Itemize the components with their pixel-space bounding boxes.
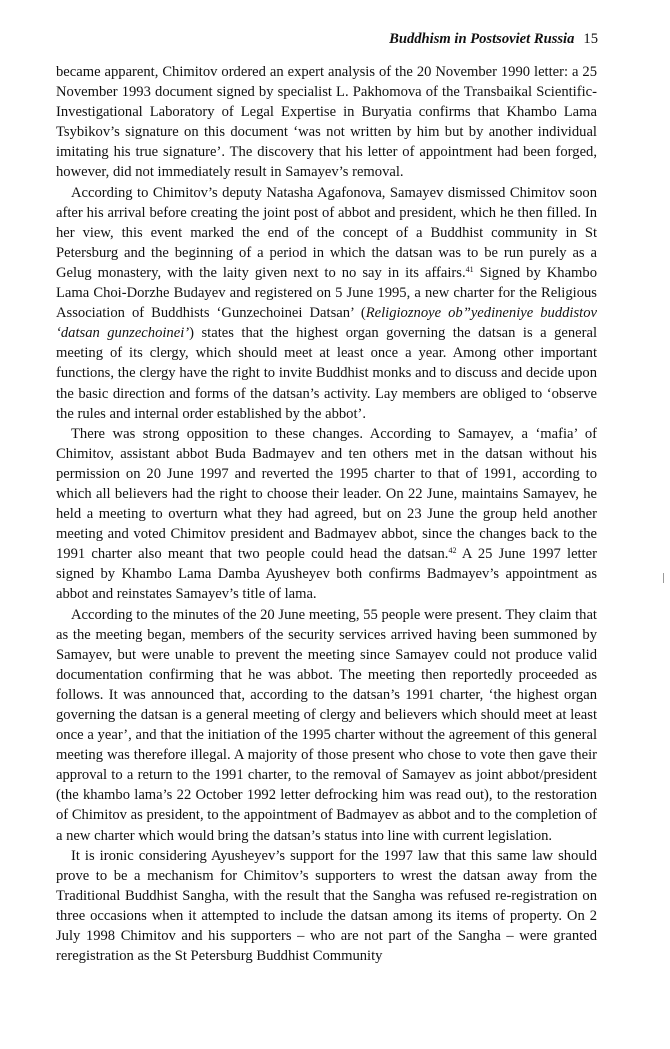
- footnote-ref: 42: [448, 546, 457, 556]
- text-run: Signed by Khambo Lama Choi-Dorzhe Budayev and registered on 5 June 1995, a new charter for the Religious Association of Buddhists ‘Gunzechoinei Datsan’ (: [56, 264, 597, 322]
- margin-mark: [663, 573, 664, 583]
- paragraph: [56, 62, 597, 183]
- text-run: ) states that the highest organ governing the datsan is a general meeting of its clergy, which should meet at least once a year. Among other important functions, the clergy have the right to invite Buddhist monks and to discuss and decide upon the basic direction and forms of the datsan’s activity. Lay members are obliged to ‘observe the rules and internal order established by the abbot’.: [56, 325, 598, 422]
- paragraph: [56, 605, 597, 846]
- italic-text: Religioznoye ob”yedineniye buddistov ‘datsan gunzechoinei’: [56, 305, 597, 342]
- footnote-ref: 41: [465, 264, 474, 274]
- text-run: According to the minutes of the 20 June meeting, 55 people were present. They claim that as the meeting began, members of the security services arrived having been summoned by Samayev, but were unable to prevent the meeting since Samayev could not produce valid documentation confirming that he was abbot. The meeting then reportedly proceeded as follows. It was announced that, according to the datsan’s 1991 charter, ‘the highest organ governing the datsan is a general meeting of clergy and believers which should meet at least once a year’, and that the initiation of the 1995 charter without the agreement of this general meeting was therefore illegal. A majority of those present who chose to vote then gave their approval to a return to the 1991 charter, to the removal of Samayev as joint abbot/president (the khambo lama’s 22 October 1992 letter defrocking him was read out), to the restoration of Chimitov as president, to the appointment of Badmayev as abbot and to the completion of a new charter which would bring the datsan’s status into line with current legislation.: [56, 606, 597, 844]
- paragraph: [56, 424, 597, 605]
- text-run: According to Chimitov’s deputy Natasha Agafonova, Samayev dismissed Chimitov soon after his arrival before creating the joint post of abbot and president, which he then filled. In her view, this event marked the end of the concept of a Buddhist community in St Petersburg and the beginning of a period in which the datsan was to be run purely as a Gelug monastery, with the laity given next to no say in its affairs.: [56, 184, 597, 281]
- text-run: became apparent, Chimitov ordered an expert analysis of the 20 November 1990 letter: a 25 November 1993 document signed by specialist L. Pakhomova of the Transbaikal Scientific-Investigational Laboratory of Legal Expertise in Buryatia confirms that Khambo Lama Tsybikov’s signature on this document ‘was not written by him but by another individual imitating his true signature’. The discovery that his letter of appointment had been forged, however, did not immediately result in Samayev’s removal.: [56, 64, 597, 181]
- text-run: A 25 June 1997 letter signed by Khambo Lama Damba Ayusheyev both confirms Badmayev’s appointment as abbot and reinstates Samayev’s title of lama.: [56, 546, 598, 603]
- running-head-title: Buddhism in Postsoviet Russia: [389, 31, 575, 47]
- paragraph: [56, 183, 597, 424]
- page-number: 15: [583, 31, 598, 47]
- text-run: It is ironic considering Ayusheyev’s support for the 1997 law that this same law should prove to be a mechanism for Chimitov’s supporters to wrest the datsan away from the Traditional Buddhist Sangha, with the result that the Sangha was refused re-registration on three occasions when it attempted to include the datsan among its items of property. On 2 July 1998 Chimitov and his supporters – who are not part of the Sangha – were granted reregistration as the St Petersburg Buddhist Community: [56, 847, 597, 965]
- text-run: There was strong opposition to these changes. According to Samayev, a ‘mafia’ of Chimitov, assistant abbot Buda Badmayev and ten others met in the datsan without his permission on 20 June 1997 and reverted the 1995 charter to that of 1991, according to which all believers had the right to choose their leader. On 22 June, maintains Samayev, he held a meeting to overturn what they had agreed, but on 23 June the group held another meeting and voted Chimitov president and Badmayev abbot, since the changes back to the 1991 charter also meant that two people could head the datsan.: [56, 425, 597, 563]
- body-text: [56, 62, 597, 966]
- running-head: [389, 30, 598, 48]
- paragraph: [56, 846, 597, 967]
